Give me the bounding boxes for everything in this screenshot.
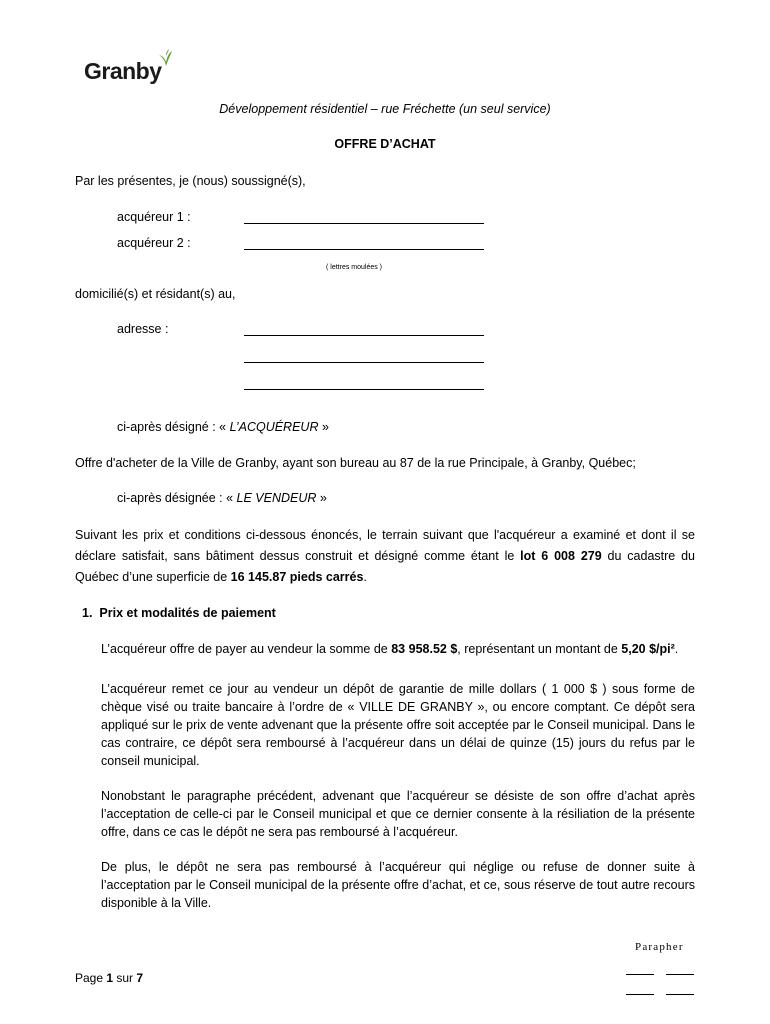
buyer1-field[interactable] <box>244 223 484 224</box>
domicile-text: domicilié(s) et résidant(s) au, <box>75 287 236 301</box>
offer-line: Offre d'acheter de la Ville de Granby, ayant son bureau au 87 de la rue Principale, à Granby, Québec; <box>75 456 636 470</box>
initials-label: Parapher <box>635 941 684 953</box>
price-rate: 5,20 $/pi² <box>621 642 675 656</box>
logo-text: Granby <box>84 58 162 84</box>
buyer-designation: ci-après désigné : « L’ACQUÉREUR » <box>117 420 329 434</box>
granby-logo <box>84 56 162 86</box>
land-area: 16 145.87 pieds carrés <box>230 570 364 584</box>
buyer-designation-name: L’ACQUÉREUR <box>229 420 319 434</box>
withdrawal-paragraph: Nonobstant le paragraphe précédent, advenant que l’acquéreur se désiste de son offre d’achat après l’acceptation de celle-ci par le Conseil municipal et que ce dernier consente à la résiliation de la présente offre, dans ce cas le dépôt ne sera pas remboursé à l’acquéreur. <box>101 789 695 839</box>
address-field-3[interactable] <box>244 389 484 390</box>
lot-number: lot 6 008 279 <box>520 549 602 563</box>
initials-field-4[interactable] <box>666 994 694 995</box>
intro-text: Par les présentes, je (nous) soussigné(s), <box>75 174 306 188</box>
initials-field-3[interactable] <box>626 994 654 995</box>
seller-designation-name: LE VENDEUR <box>236 491 317 505</box>
block-letters-hint: ( lettres moulées ) <box>326 264 383 271</box>
document-subtitle: Développement résidentiel – rue Fréchette (un seul service) <box>219 102 551 116</box>
address-field-1[interactable] <box>244 335 484 336</box>
document-title: OFFRE D’ACHAT <box>334 137 436 151</box>
logo-leaf-icon <box>156 48 176 68</box>
section1-number: 1. <box>82 606 93 620</box>
initials-field-2[interactable] <box>666 974 694 975</box>
neglect-paragraph: De plus, le dépôt ne sera pas remboursé à l’acquéreur qui néglige ou refuse de donner suite à l’acceptation par le Conseil municipal de la présente offre d’achat, et ce, sous réserve de tout autre recours disponible à la Ville. <box>101 860 695 910</box>
buyer2-label: acquéreur 2 : <box>117 236 191 250</box>
page-total: 7 <box>136 971 144 985</box>
section1-title: Prix et modalités de paiement <box>99 606 276 620</box>
page-current: 1 <box>106 971 114 985</box>
price-paragraph: L’acquéreur offre de payer au vendeur la somme de 83 958.52 $, représentant un montant de 5,20 $/pi². <box>101 642 679 656</box>
page-number: Page 1 sur 7 <box>75 971 144 985</box>
seller-designation: ci-après désignée : « LE VENDEUR » <box>117 491 327 505</box>
buyer1-label: acquéreur 1 : <box>117 210 191 224</box>
buyer2-field[interactable] <box>244 249 484 250</box>
address-label: adresse : <box>117 322 169 336</box>
land-description-paragraph: Suivant les prix et conditions ci-dessous énoncés, le terrain suivant que l'acquéreur a examiné et dont il se déclare satisfait, sans bâtiment dessus construit et désigné comme étant le lot 6 008 279 du cadastre du Québec d’une superficie de 16 145.87 pieds carrés. <box>75 528 696 584</box>
price-amount: 83 958.52 $ <box>391 642 458 656</box>
deposit-paragraph: L’acquéreur remet ce jour au vendeur un dépôt de garantie de mille dollars ( 1 000 $ ) sous forme de chèque visé ou traite bancaire à l’ordre de « VILLE DE GRANBY », ou encore comptant. Ce dépôt sera appliqué sur le prix de vente advenant que la présente offre soit acceptée par le Conseil municipal. Dans le cas contraire, ce dépôt sera remboursé à l’acquéreur dans un délai de quinze (15) jours du refus par le conseil municipal. <box>101 682 695 768</box>
section1-heading <box>82 606 276 620</box>
address-field-2[interactable] <box>244 362 484 363</box>
initials-field-1[interactable] <box>626 974 654 975</box>
